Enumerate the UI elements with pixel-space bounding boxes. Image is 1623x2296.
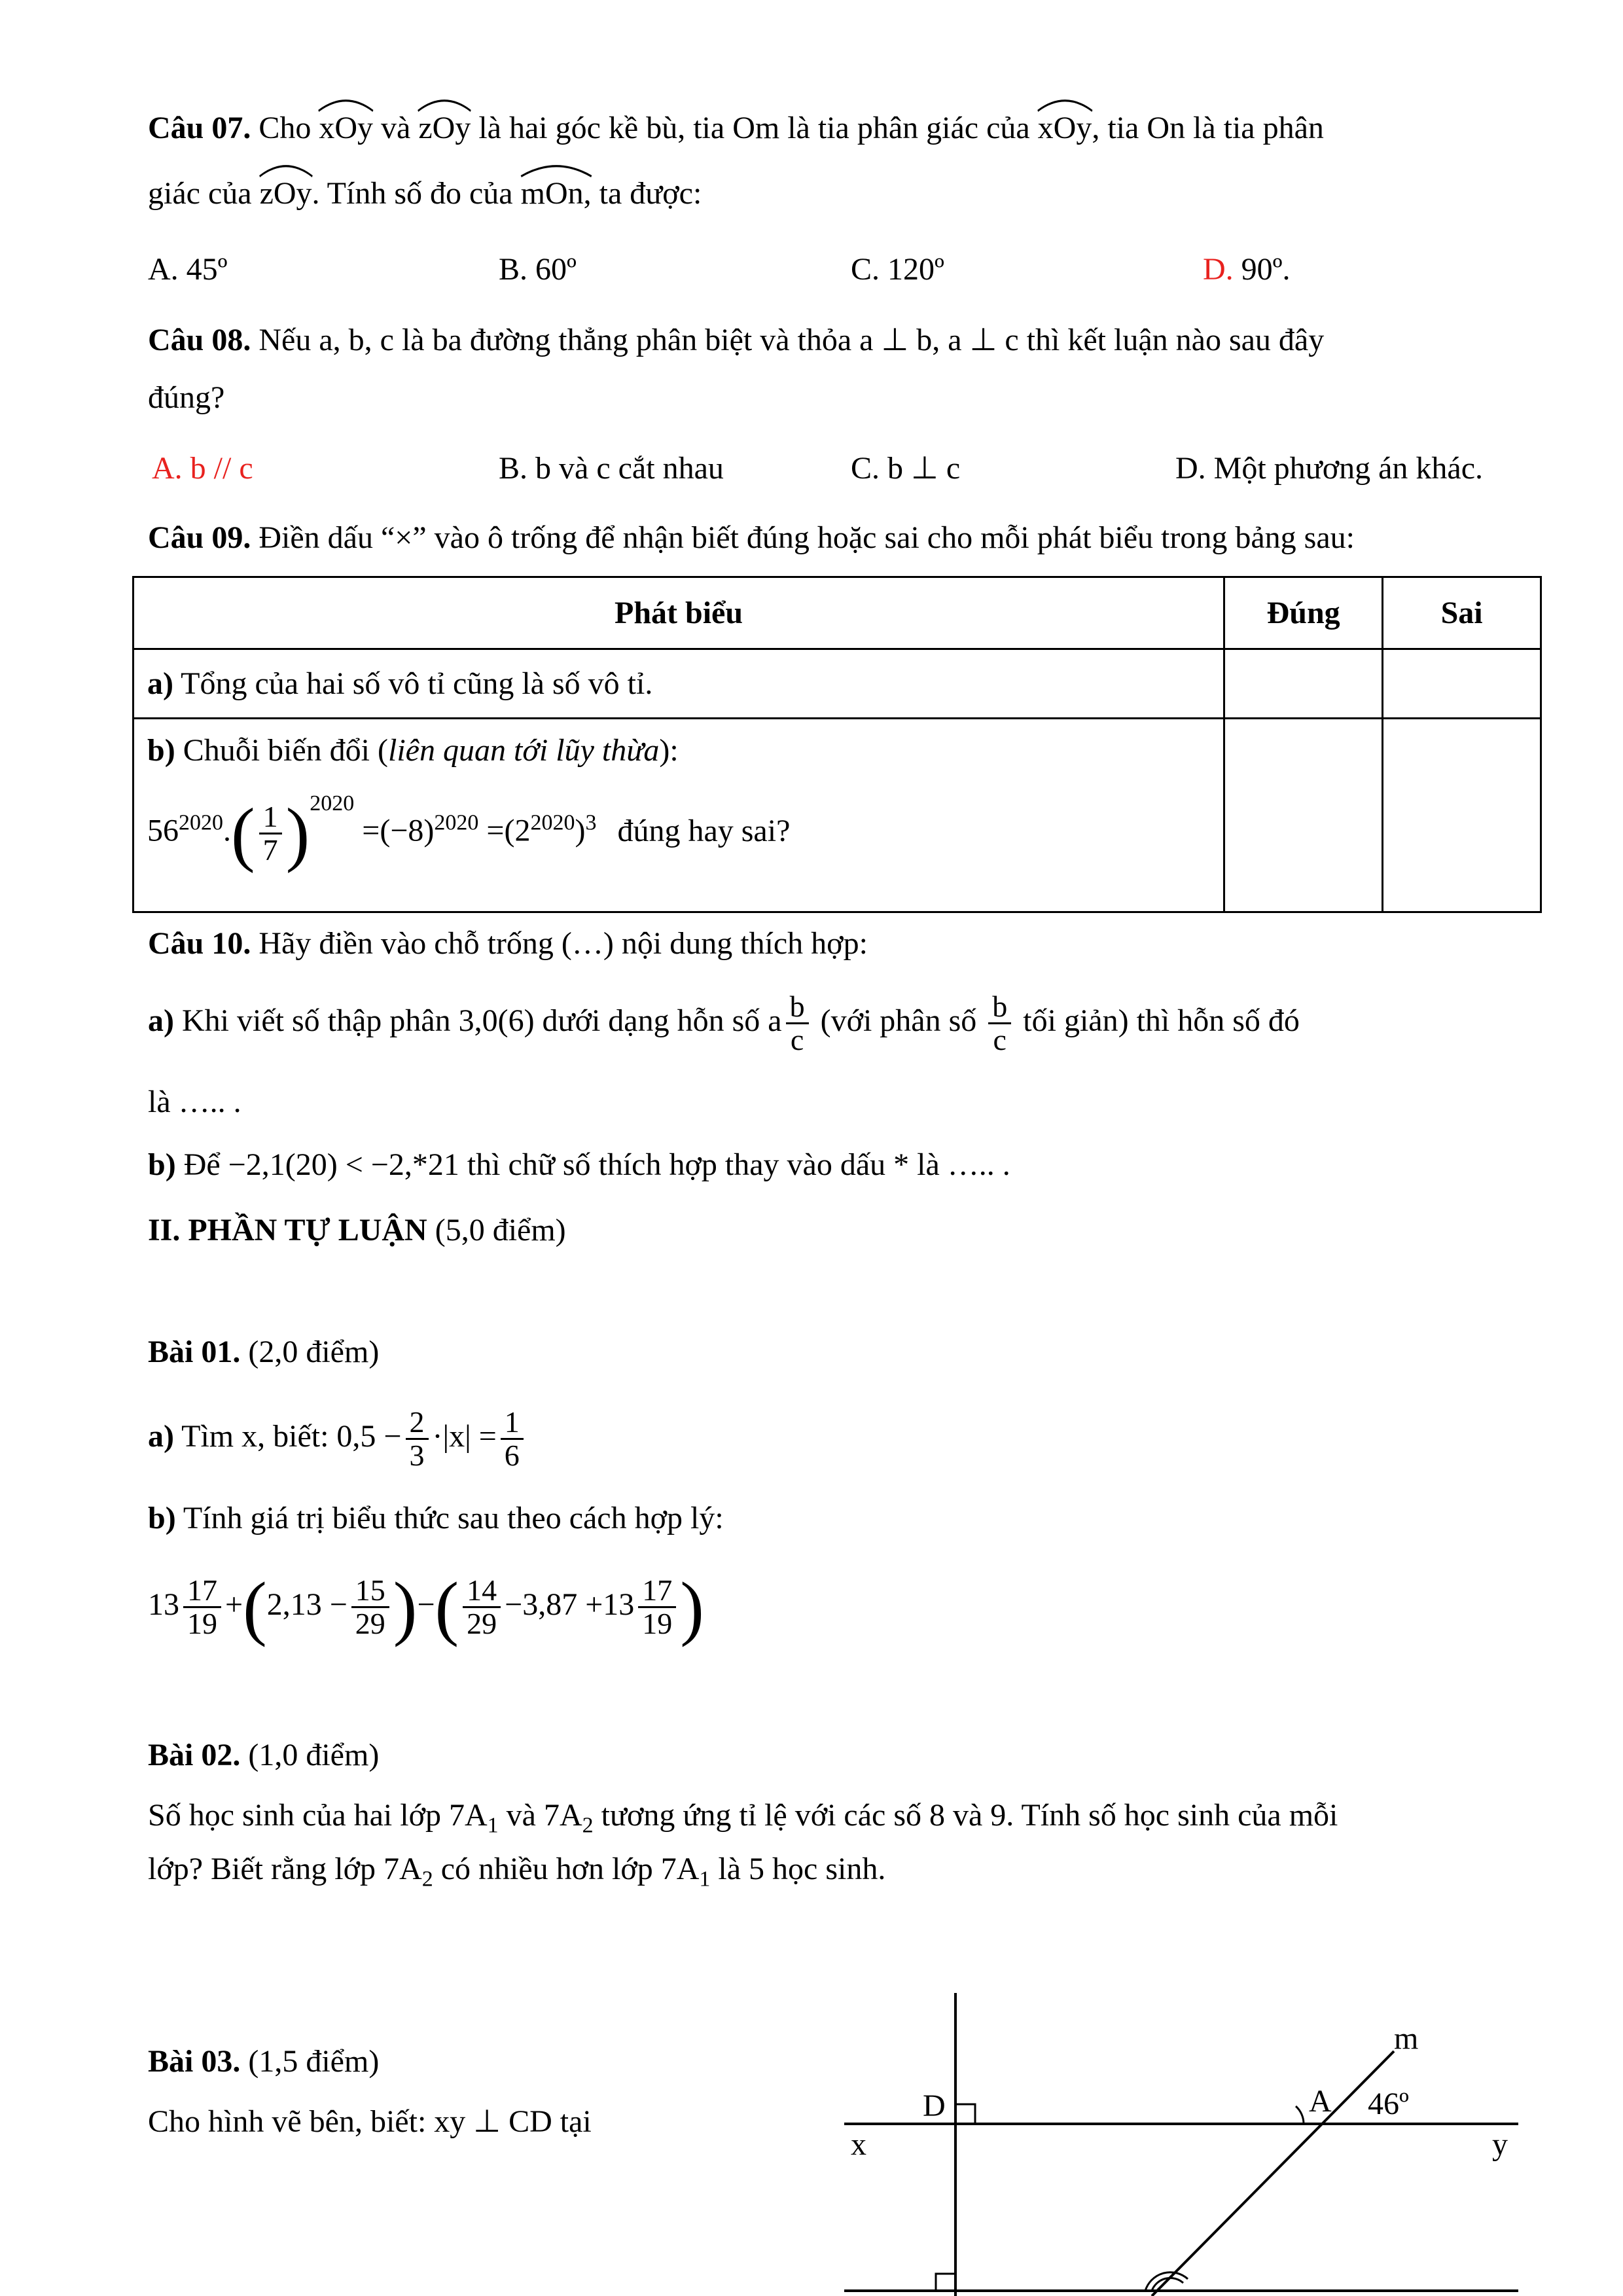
fraction-b-over-c	[988, 991, 1011, 1056]
formula-exponent: 2020	[179, 810, 223, 835]
fraction-one-sixth	[501, 1407, 524, 1471]
table-header-row	[134, 577, 1541, 649]
subscript: 1	[699, 1867, 711, 1892]
q09-label: Câu 09.	[148, 520, 251, 555]
bai01-label: Bài 01.	[148, 1335, 241, 1369]
bai01-a-text: Tìm x, biết: 0,5 −	[173, 1419, 402, 1454]
formula-base: 56	[147, 813, 179, 848]
angle-zoy-text: zOy	[418, 111, 471, 145]
table-row	[134, 649, 1541, 719]
label-d: D	[923, 2089, 946, 2123]
q07-text: , tia On là tia phân	[1092, 111, 1324, 145]
formula-exponent: 2020	[434, 810, 479, 835]
frac-num: b	[786, 991, 809, 1024]
formula-exponent: 2020	[530, 810, 575, 835]
q10-a-label: a)	[148, 1003, 174, 1038]
fraction-one-seventh	[259, 801, 282, 866]
row-b-label: b)	[147, 733, 175, 768]
geometry-figure	[838, 1983, 1544, 2296]
bai02-text: Số học sinh của hai lớp 7A	[148, 1798, 488, 1833]
frac-num: 2	[406, 1407, 429, 1440]
q10-b-label: b)	[148, 1147, 176, 1182]
bai03-heading	[148, 2042, 379, 2081]
fraction	[351, 1575, 389, 1640]
fraction	[638, 1575, 676, 1640]
cell-false-a[interactable]	[1383, 649, 1541, 719]
angle-xoy	[1038, 109, 1092, 148]
q08-line1	[148, 321, 1324, 360]
q10-label: Câu 10.	[148, 926, 251, 961]
q10-a-line	[148, 988, 1300, 1056]
formula-tail: đúng hay sai?	[617, 813, 791, 848]
q08-option-d: D. Một phương án khác.	[1175, 451, 1483, 486]
angle-zoy-text: zOy	[259, 176, 312, 211]
angle-mon	[521, 174, 592, 213]
frac-num: 14	[463, 1575, 501, 1608]
table-row	[134, 719, 1541, 912]
angle-zoy	[260, 174, 312, 213]
q08-option-c: C. b ⊥ c	[851, 451, 961, 486]
bai03-text: Cho hình vẽ bên, biết: xy ⊥ CD tại	[148, 2104, 592, 2139]
frac-den: 19	[187, 1607, 217, 1641]
q08-option-b: B. b và c cắt nhau	[499, 451, 724, 486]
bai01-b-text: Tính giá trị biểu thức sau theo cách hợp lý:	[175, 1501, 724, 1535]
frac-den: 29	[355, 1607, 385, 1641]
q07-option-c: C. 120º	[851, 252, 944, 287]
bai02-heading	[148, 1736, 379, 1775]
q07-answer-letter: D.	[1203, 252, 1234, 287]
q10-a-text: tối giản) thì hỗn số đó	[1015, 1003, 1300, 1038]
cell-true-a[interactable]	[1224, 649, 1383, 719]
bai02-label: Bài 02.	[148, 1738, 241, 1772]
frac-num: 17	[183, 1575, 221, 1608]
part2-title: II. PHẦN TỰ LUẬN	[148, 1213, 427, 1247]
bai01-a-label: a)	[148, 1419, 174, 1454]
q07-label: Câu 07.	[148, 111, 251, 145]
bai01-b-line	[148, 1499, 724, 1538]
paren-close: )	[393, 1567, 418, 1647]
paren-open: (	[435, 1567, 459, 1647]
frac-num: b	[988, 991, 1011, 1024]
q07-text: ta được:	[591, 176, 702, 211]
q07-text: và	[373, 111, 419, 145]
bai01-a-mid: ·|x| =	[432, 1419, 497, 1454]
angle-arc-a	[1296, 2106, 1304, 2124]
frac-den: 6	[504, 1439, 520, 1473]
q07-text: Cho	[251, 111, 319, 145]
frac-den: 19	[642, 1607, 673, 1641]
frac-den: c	[993, 1023, 1007, 1057]
right-angle-mark-c	[936, 2274, 955, 2291]
q07-text: giác của	[148, 176, 260, 211]
row-b-italic: liên quan tới lũy thừa	[388, 733, 660, 768]
formula-eq1: =(−8)	[362, 813, 435, 848]
angle-xoy-text: xOy	[319, 111, 374, 145]
expr-op: +	[225, 1587, 243, 1622]
q09-text: Điền dấu “×” vào ô trống để nhận biết đúng hoặc sai cho mỗi phát biểu trong bảng sau:	[251, 520, 1355, 555]
q07-text: là hai góc kề bù, tia Om là tia phân giác của	[471, 111, 1038, 145]
q07-option-b: B. 60º	[499, 252, 577, 287]
frac-num: 15	[351, 1575, 389, 1608]
q09-line	[148, 518, 1355, 558]
q07-line1	[148, 109, 1324, 148]
label-a: A	[1309, 2084, 1332, 2119]
frac-den: 29	[467, 1607, 497, 1641]
frac-den: c	[790, 1023, 804, 1057]
label-y: y	[1492, 2127, 1508, 2162]
formula-exponent-3: 3	[585, 810, 597, 835]
bai03-points: (1,5 điểm)	[240, 2044, 380, 2079]
label-m: m	[1394, 2021, 1419, 2056]
paren-open: (	[231, 793, 255, 874]
bai02-text: là 5 học sinh.	[710, 1852, 886, 1886]
q10-text: Hãy điền vào chỗ trống (…) nội dung thích hợp:	[251, 926, 868, 961]
right-angle-mark-d	[955, 2104, 975, 2124]
formula-eq2: =(2	[486, 813, 531, 848]
bai01-points: (2,0 điểm)	[240, 1335, 380, 1369]
q10-a-line2: là ….. .	[148, 1085, 241, 1119]
statement-b	[134, 719, 1224, 912]
q10-line	[148, 924, 868, 963]
power-formula: $56^{2020}$.( $\frac{1}{7}$ )$^{2020} =(-8)^{2020} =(2^{2020})^3$ đúng hay sai?	[147, 791, 791, 874]
bai02-points: (1,0 điểm)	[240, 1738, 380, 1772]
bai01-expression	[148, 1566, 704, 1647]
header-statement: Phát biểu	[134, 577, 1224, 649]
q08-line2: đúng?	[148, 380, 225, 415]
angle-zoy	[418, 109, 471, 148]
frac-num: 17	[638, 1575, 676, 1608]
paren-close: )	[285, 793, 310, 874]
statement-a	[134, 649, 1224, 719]
formula-exponent: 2020	[310, 791, 355, 816]
q10-a-text: (với phân số	[812, 1003, 985, 1038]
expr-term: 2,13 −	[266, 1587, 348, 1622]
row-b-text: Chuỗi biến đổi (	[175, 733, 388, 768]
subscript: 2	[421, 1867, 433, 1892]
bai01-heading	[148, 1333, 379, 1372]
subscript: 2	[582, 1813, 594, 1838]
q07-text: . Tính số đo của	[312, 176, 521, 211]
q07-line2	[148, 174, 702, 213]
frac-num: 1	[259, 801, 282, 834]
label-angle-46: 46º	[1368, 2087, 1409, 2121]
expr-term: −3,87 +13	[505, 1587, 635, 1622]
cell-false-b[interactable]	[1383, 719, 1541, 912]
frac-den: 3	[409, 1439, 425, 1473]
bai02-text: tương ứng tỉ lệ với các số 8 và 9. Tính số học sinh của mỗi	[593, 1798, 1338, 1833]
bai02-line2	[148, 1850, 886, 1892]
bai03-label: Bài 03.	[148, 2044, 241, 2079]
row-b-text: ):	[659, 733, 679, 768]
bai02-text: và 7A	[498, 1798, 582, 1833]
frac-num: 1	[501, 1407, 524, 1440]
header-false: Sai	[1383, 577, 1541, 649]
frac-den: 7	[262, 833, 278, 867]
angle-xoy	[319, 109, 373, 148]
bai02-line1	[148, 1796, 1338, 1838]
bai01-b-label: b)	[148, 1501, 176, 1535]
header-true: Đúng	[1224, 577, 1383, 649]
line-am	[1152, 2051, 1394, 2296]
q10-b-text: Để −2,1(20) < −2,*21 thì chữ số thích hợp thay vào dấu * là ….. .	[175, 1147, 1010, 1182]
q07-option-d-value: 90º.	[1233, 252, 1291, 287]
q08-option-a: A. b // c	[152, 451, 253, 486]
part2-points: (5,0 điểm)	[427, 1213, 566, 1247]
q08-text: Nếu a, b, c là ba đường thẳng phân biệt và thỏa a ⊥ b, a ⊥ c thì kết luận nào sau đây	[251, 323, 1325, 357]
bai02-text: lớp? Biết rằng lớp 7A	[148, 1852, 422, 1886]
q08-label: Câu 08.	[148, 323, 251, 357]
fraction-two-thirds	[406, 1407, 429, 1471]
q07-option-a: A. 45º	[148, 252, 228, 287]
fraction	[463, 1575, 501, 1640]
bai01-a-line	[148, 1401, 527, 1473]
angle-xoy-text: xOy	[1037, 111, 1092, 145]
q07-option-d	[1203, 250, 1291, 289]
row-a-label: a)	[147, 666, 173, 701]
q10-a-text: Khi viết số thập phân 3,0(6) dưới dạng hỗn số a	[173, 1003, 782, 1038]
subscript: 1	[487, 1813, 499, 1838]
expr-op: −	[417, 1587, 435, 1622]
label-x: x	[851, 2127, 866, 2162]
q10-b-line	[148, 1145, 1010, 1185]
cell-true-b[interactable]	[1224, 719, 1383, 912]
q09-table	[132, 576, 1542, 913]
expr-whole: 13	[148, 1587, 179, 1622]
angle-mon-text: mOn,	[520, 176, 592, 211]
paren-open: (	[243, 1567, 267, 1647]
fraction	[183, 1575, 221, 1640]
row-b-heading	[147, 732, 1210, 768]
fraction-b-over-c	[786, 991, 809, 1056]
part2-heading	[148, 1211, 566, 1250]
row-a-text: Tổng của hai số vô tỉ cũng là số vô tỉ.	[173, 666, 653, 701]
paren-close: )	[680, 1567, 704, 1647]
bai02-text: có nhiều hơn lớp 7A	[433, 1852, 700, 1886]
